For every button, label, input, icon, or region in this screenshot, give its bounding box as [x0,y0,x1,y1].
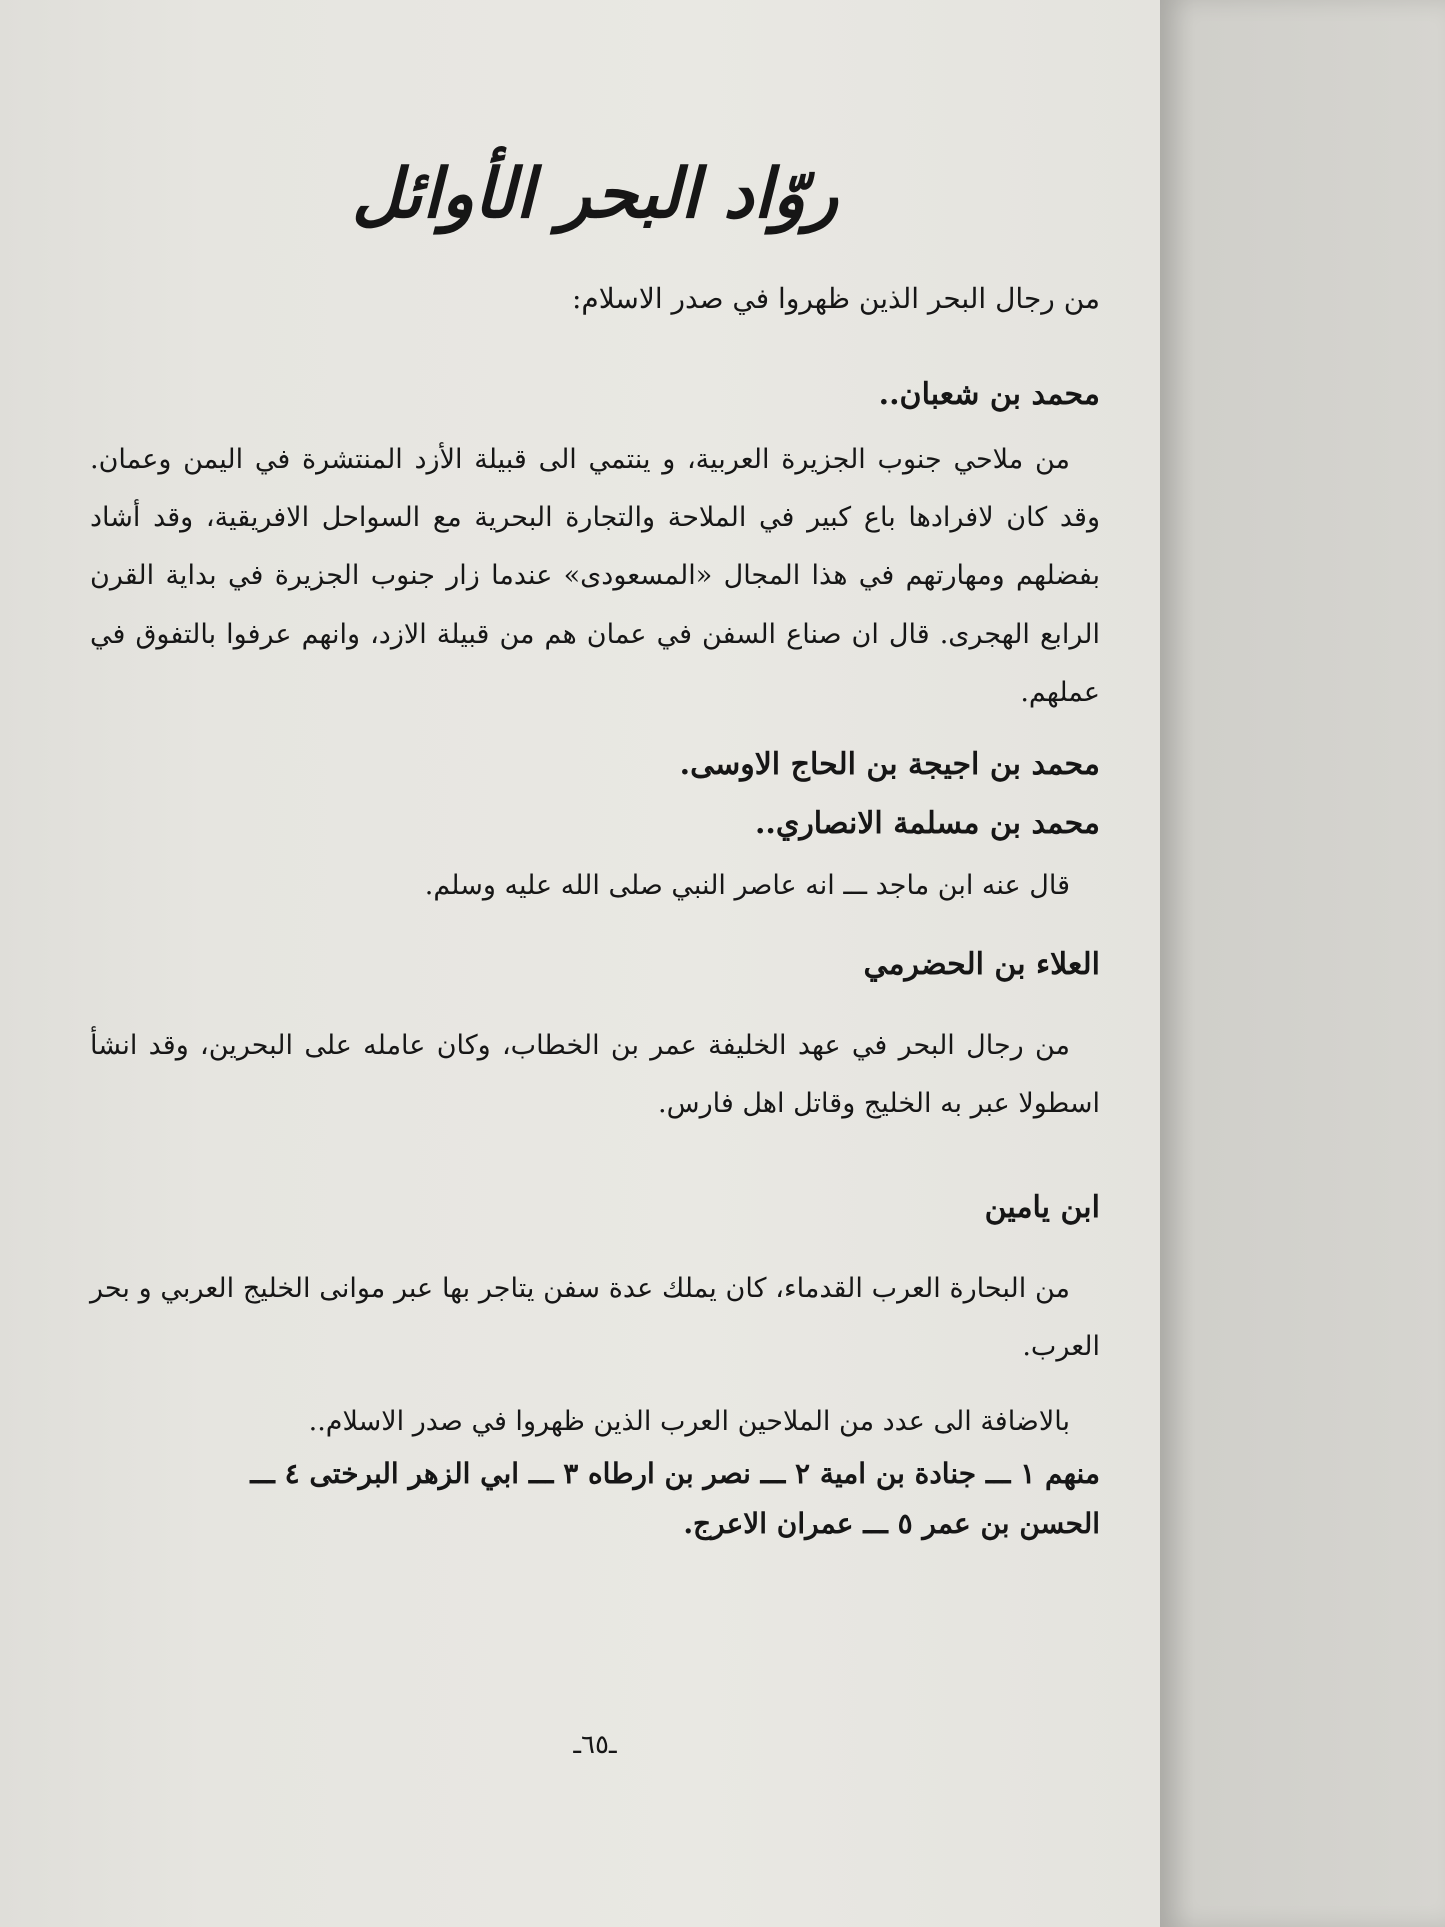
section-heading-al-alaa: العلاء بن الحضرمي [863,947,1100,983]
section-heading-ibn-ajija: محمد بن اجيجة بن الحاج الاوسى. [679,746,1100,782]
closing-line-3: الحسن بن عمر ٥ ـــ عمران الاعرج. [683,1507,1100,1541]
section-paragraph-al-alaa: من رجال البحر في عهد الخليفة عمر بن الخطاب، وكان عامله على البحرين، وقد انشأ اسطولا عبر به الخليج وقاتل اهل فارس. [90,1030,1100,1120]
closing-line-1: بالاضافة الى عدد من الملاحين العرب الذين ظهروا في صدر الاسلام.. [308,1406,1070,1438]
adjacent-page-edge [1160,0,1445,1927]
section-paragraph-ibn-maslama: قال عنه ابن ماجد ـــ انه عاصر النبي صلى الله عليه وسلم. [424,869,1070,901]
section-paragraph-ibn-yamin: من البحارة العرب القدماء، كان يملك عدة سفن يتاجر بها عبر موانى الخليج العربي و بحر العرب. [90,1273,1100,1363]
page-title: روّاد البحر الأوائل [351,154,839,234]
section-heading-ibn-yamin: ابن يامين [984,1190,1100,1226]
intro-line: من رجال البحر الذين ظهروا في صدر الاسلام: [571,282,1100,316]
page-number: ـ٦٥ـ [573,1730,617,1760]
section-heading-ibn-maslama: محمد بن مسلمة الانصاري.. [754,805,1100,841]
section-paragraph-ibn-shaaban: من ملاحي جنوب الجزيرة العربية، و ينتمي الى قبيلة الأزد المنتشرة في اليمن وعمان. وقد كان لافرادها باع كبير في الملاحة والتجارة البحرية مع السواحل الافريقية، وقد أشاد بفضلهم ومهارتهم في هذا المجال «المسعودى» عندما زار جنوب الجزيرة في بداية القرن الرابع الهجرى. قال ان صناع السفن في عمان هم من قبيلة الازد، وانهم عرفوا بالتفوق في عملهم. [90,444,1100,708]
closing-line-2: منهم ١ ـــ جنادة بن امية ٢ ـــ نصر بن ارطاه ٣ ـــ ابي الزهر البرختى ٤ ـــ [250,1457,1100,1491]
section-heading-ibn-shaaban: محمد بن شعبان.. [878,377,1100,413]
page-content [90,150,1100,1800]
